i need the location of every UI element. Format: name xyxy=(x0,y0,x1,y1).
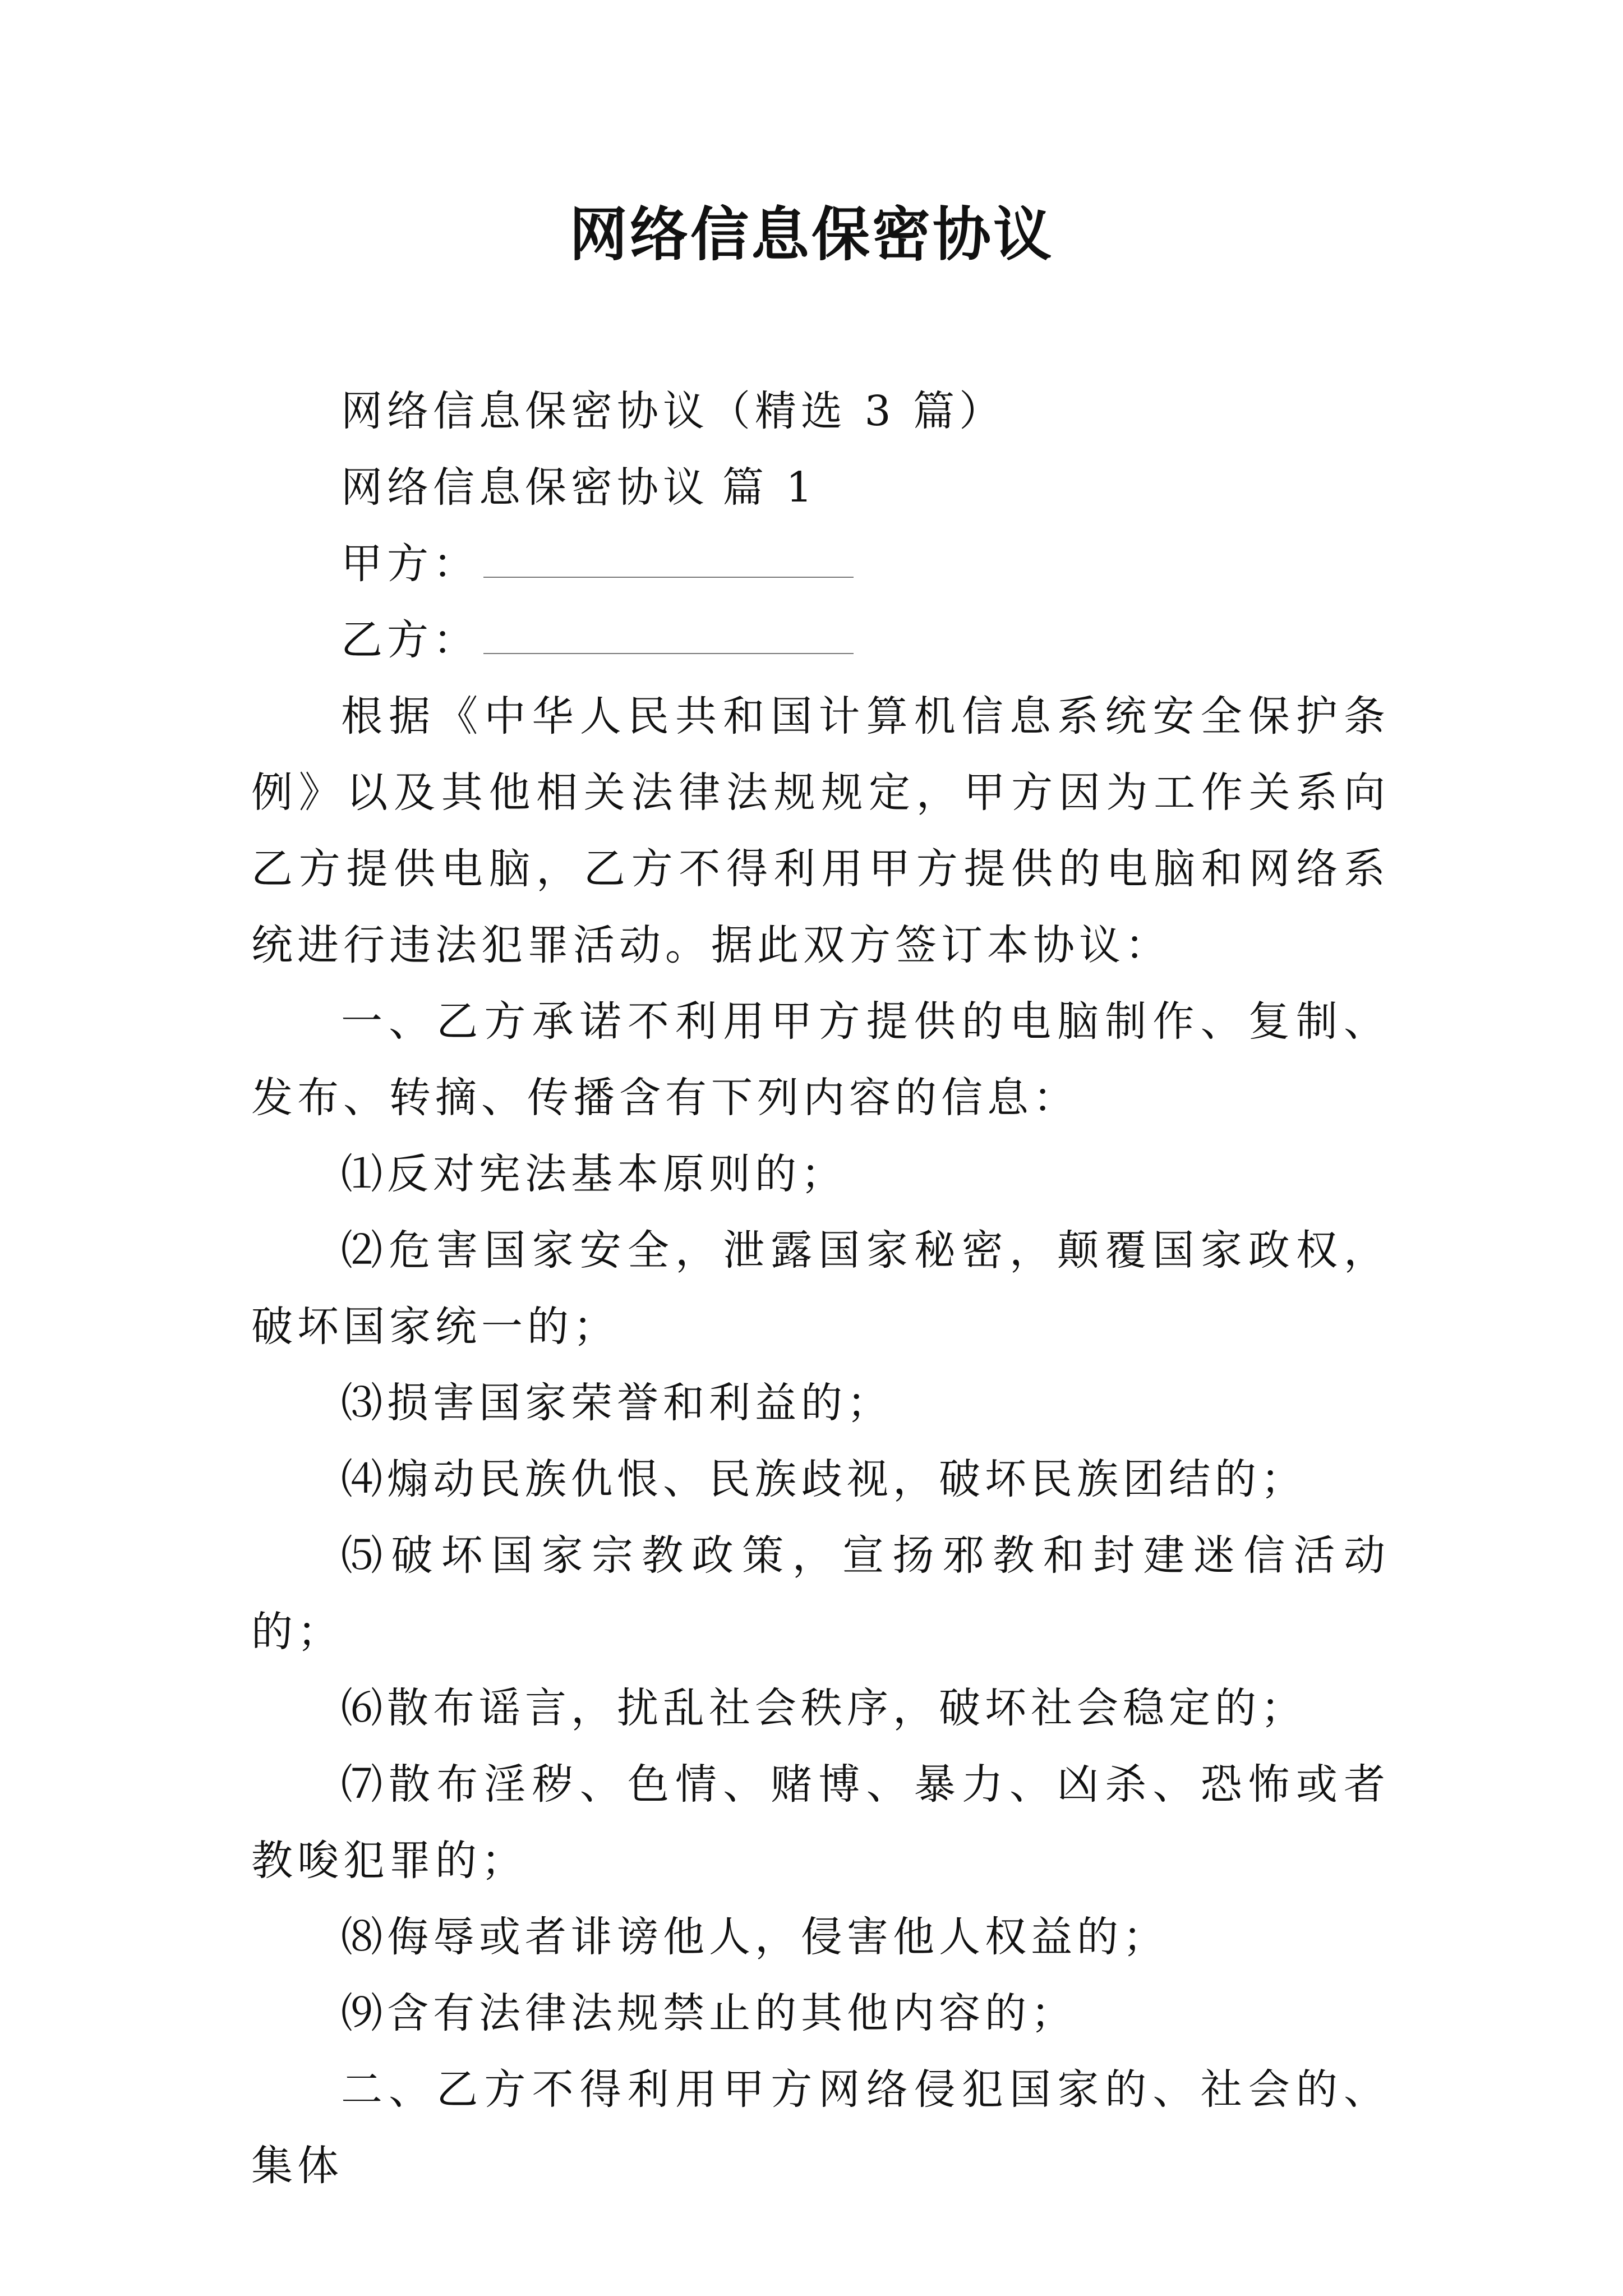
subtitle: 网络信息保密协议（精选 3 篇） xyxy=(341,387,1006,435)
party-b-line xyxy=(251,602,1390,678)
list-item-2: ⑵危害国家安全，泄露国家秘密，颠覆国家政权，破坏国家统一的； xyxy=(251,1226,1390,1351)
paragraph-clause-1: 一、乙方承诺不利用甲方提供的电脑制作、复制、发布、转摘、传播含有下列内容的信息： xyxy=(251,997,1390,1122)
list-item-9: ⑼含有法律法规禁止的其他内容的； xyxy=(341,1989,1077,2037)
section-heading-title: 网络信息保密协议 xyxy=(341,463,709,512)
list-item-5: ⑸破坏国家宗教政策，宣扬邪教和封建迷信活动的； xyxy=(251,1531,1390,1656)
list-item-8: ⑻侮辱或者诽谤他人，侵害他人权益的； xyxy=(341,1913,1169,1961)
party-b-blank xyxy=(483,614,854,654)
document-title: 网络信息保密协议 xyxy=(569,200,1054,269)
list-item-1: ⑴反对宪法基本原则的； xyxy=(341,1150,847,1198)
list-item-3: ⑶损害国家荣誉和利益的； xyxy=(341,1379,893,1427)
party-a-label: 甲方： xyxy=(341,540,479,588)
party-a-blank xyxy=(483,537,854,578)
paragraph-clause-2: 二、乙方不得利用甲方网络侵犯国家的、社会的、集体 xyxy=(251,2065,1390,2190)
paragraph-preamble: 根据《中华人民共和国计算机信息系统安全保护条例》以及其他相关法律法规规定，甲方因为工作关系向乙方提供电脑，乙方不得利用甲方提供的电脑和网络系统进行违法犯罪活动。据此双方签订本协议： xyxy=(251,692,1390,969)
list-item-6: ⑹散布谣言，扰乱社会秩序，破坏社会稳定的； xyxy=(341,1684,1307,1732)
section-heading xyxy=(251,449,1390,526)
party-a-line xyxy=(251,526,1390,602)
section-heading-number: 篇 1 xyxy=(722,463,817,512)
document-body xyxy=(251,373,1390,2204)
list-item-4: ⑷煽动民族仇恨、民族歧视，破坏民族团结的； xyxy=(341,1455,1307,1503)
list-item-7: ⑺散布淫秽、色情、赌博、暴力、凶杀、恐怖或者教唆犯罪的； xyxy=(251,1760,1390,1885)
party-b-label: 乙方： xyxy=(341,616,479,664)
